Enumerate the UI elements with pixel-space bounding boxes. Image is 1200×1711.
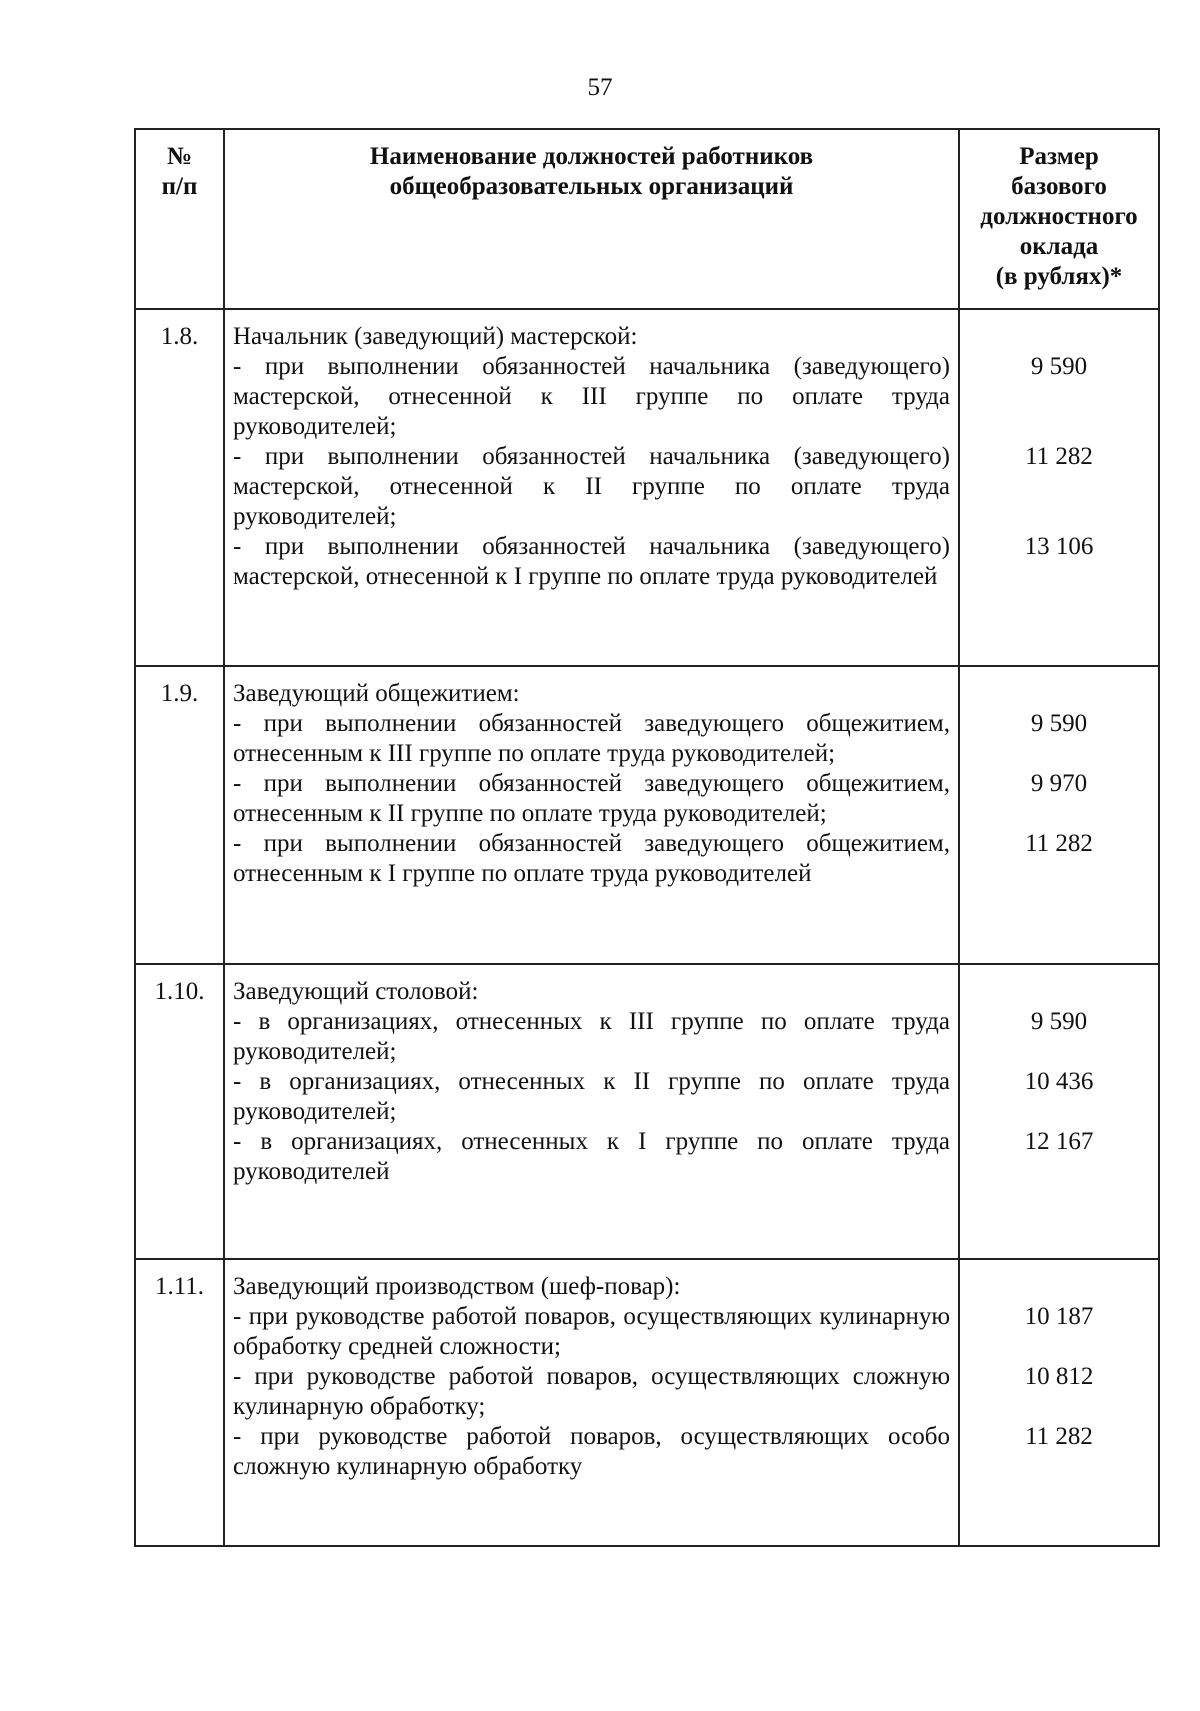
salary-value: 9 590 (1030, 1008, 1088, 1035)
position-item: - при выполнении обязанностей начальника (заведующего) мастерской, отнесенной к II группе по оплате труда руководителей; (233, 443, 950, 530)
table-row (135, 1259, 1159, 1546)
salary-value: 13 106 (1024, 533, 1094, 560)
header-position-name: Наименование должностей работников общеобразовательных организаций (224, 129, 959, 309)
header-base-salary: Размер базового должностного оклада (в рублях)* (959, 129, 1159, 309)
salary-value: 9 970 (1030, 770, 1088, 797)
salary-value: 12 167 (1024, 1128, 1094, 1155)
header-number: № п/п (135, 129, 224, 309)
position-cell (224, 309, 959, 666)
position-item: - при выполнении обязанностей заведующего общежитием, отнесенным к III группе по оплате труда руководителей; (233, 710, 950, 767)
salary-value: 10 187 (1024, 1303, 1094, 1330)
position-cell (224, 1259, 959, 1546)
table-row (135, 964, 1159, 1259)
position-cell (224, 964, 959, 1259)
position-title: Начальник (заведующий) мастерской: (233, 323, 638, 350)
position-item: - в организациях, отнесенных к II группе по оплате труда руководителей; (233, 1068, 950, 1125)
position-item: - при руководстве работой поваров, осуществляющих сложную кулинарную обработку; (233, 1363, 950, 1420)
salary-value: 11 282 (1025, 1423, 1093, 1450)
salary-value: 10 812 (1024, 1363, 1094, 1390)
page-number: 57 (587, 74, 613, 101)
salary-cell (959, 964, 1159, 1259)
row-number: 1.8. (135, 309, 224, 666)
row-number: 1.11. (135, 1259, 224, 1546)
row-number: 1.10. (135, 964, 224, 1259)
table-row (135, 309, 1159, 666)
row-number: 1.9. (135, 666, 224, 964)
position-item: - при руководстве работой поваров, осуществляющих особо сложную кулинарную обработку (233, 1423, 950, 1480)
position-title: Заведующий столовой: (233, 978, 479, 1005)
position-item: - при выполнении обязанностей заведующего общежитием, отнесенным к I группе по оплате труда руководителей (233, 830, 950, 887)
position-item: - в организациях, отнесенных к I группе по оплате труда руководителей (233, 1128, 950, 1185)
position-item: - при выполнении обязанностей заведующего общежитием, отнесенным к II группе по оплате труда руководителей; (233, 770, 950, 827)
salary-cell (959, 309, 1159, 666)
salary-table (134, 128, 1160, 1547)
position-item: - при выполнении обязанностей начальника (заведующего) мастерской, отнесенной к I группе по оплате труда руководителей (233, 533, 950, 590)
table-row (135, 666, 1159, 964)
salary-cell (959, 1259, 1159, 1546)
position-item: - при выполнении обязанностей начальника (заведующего) мастерской, отнесенной к III группе по оплате труда руководителей; (233, 353, 950, 440)
position-item: - при руководстве работой поваров, осуществляющих кулинарную обработку средней сложности; (233, 1303, 950, 1360)
salary-cell (959, 666, 1159, 964)
salary-value: 11 282 (1025, 443, 1093, 470)
salary-value: 11 282 (1025, 830, 1093, 857)
salary-value: 9 590 (1030, 353, 1088, 380)
position-item: - в организациях, отнесенных к III группе по оплате труда руководителей; (233, 1008, 950, 1065)
table-header-row (135, 129, 1159, 309)
position-title: Заведующий производством (шеф-повар): (233, 1273, 681, 1300)
position-title: Заведующий общежитием: (233, 680, 520, 707)
salary-value: 9 590 (1030, 710, 1088, 737)
salary-value: 10 436 (1024, 1068, 1094, 1095)
position-cell (224, 666, 959, 964)
